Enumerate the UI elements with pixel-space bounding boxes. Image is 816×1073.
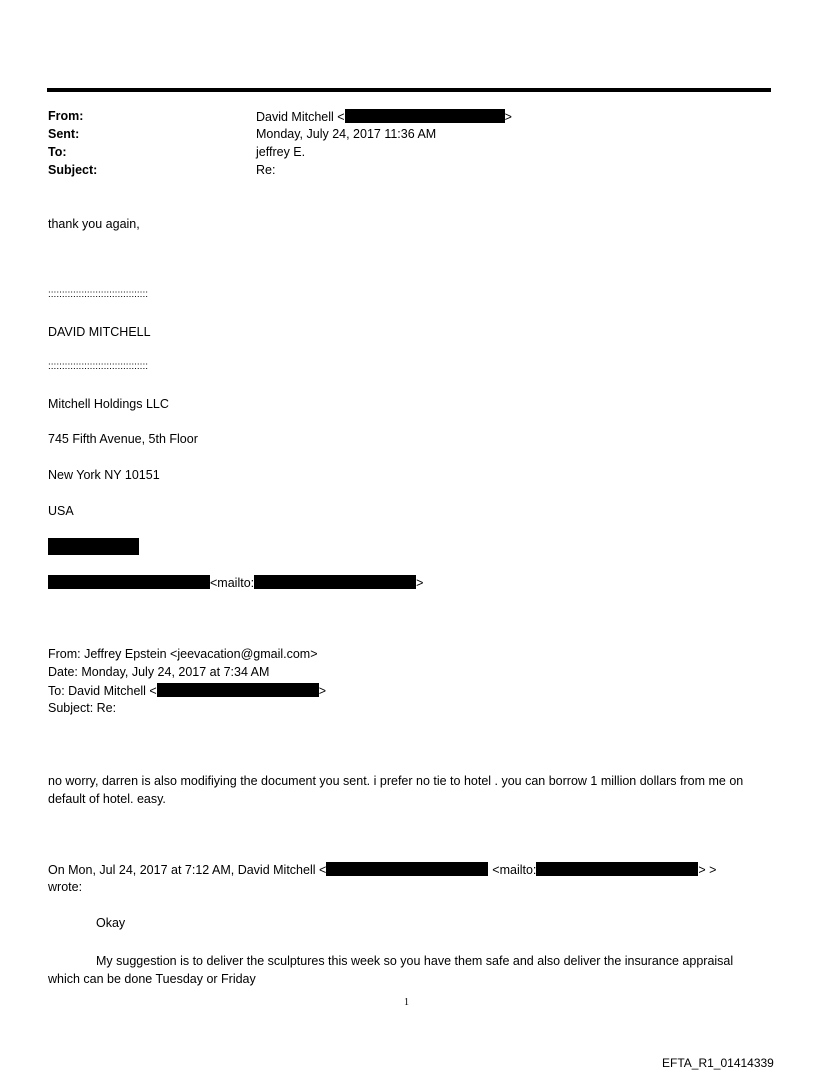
redaction-bar (48, 575, 210, 589)
mailto-close: > (416, 576, 424, 590)
wrote-text: wrote: (48, 880, 83, 894)
sent-label: Sent: (48, 127, 80, 141)
sent-value: Monday, July 24, 2017 11:36 AM (256, 127, 437, 141)
subject-value: Re: (256, 163, 276, 177)
okay-text: Okay (96, 916, 126, 930)
to-value: jeffrey E. (256, 145, 306, 159)
header-rule (47, 88, 771, 92)
quoted-to (48, 683, 326, 698)
mailto-open: <mailto: (210, 576, 255, 590)
quoted-message: no worry, darren is also modifiying the document you sent. i prefer no tie to hotel . you can borrow 1 million dollars from me on default of hotel. easy. (48, 774, 744, 806)
address-line-1: 745 Fifth Avenue, 5th Floor (48, 432, 198, 446)
from-label: From: (48, 109, 84, 123)
redaction-bar (536, 862, 698, 876)
subject-label: Subject: (48, 163, 98, 177)
address-line-2: New York NY 10151 (48, 468, 160, 482)
on-mailto: <mailto: (492, 863, 537, 877)
redaction-bar (345, 109, 505, 123)
from-name: David Mitchell < (256, 110, 345, 124)
on-line-text: On Mon, Jul 24, 2017 at 7:12 AM, David Mitchell < (48, 863, 327, 877)
greeting: thank you again, (48, 217, 140, 231)
page-number: 1 (404, 997, 409, 1008)
quoted-date: Date: Monday, July 24, 2017 at 7:34 AM (48, 665, 270, 679)
mailto-line (48, 575, 423, 590)
redaction-bar (157, 683, 319, 697)
separator-bottom: :::::::::::::::::::::::::::::::::::: (48, 361, 149, 372)
on-wrote-line (48, 862, 716, 877)
quoted-from: From: Jeffrey Epstein <jeevacation@gmail.com> (48, 647, 318, 661)
quoted-to-label: To: David Mitchell < (48, 684, 157, 698)
to-label: To: (48, 145, 67, 159)
quoted-to-close: > (318, 684, 327, 698)
redaction-bar (326, 862, 488, 876)
suggestion-text: My suggestion is to deliver the sculptures this week so you have them safe and also deliver the insurance appraisal which can be done Tuesday or Friday (48, 954, 734, 986)
redaction-bar (48, 538, 139, 555)
country: USA (48, 504, 74, 518)
signature-name: DAVID MITCHELL (48, 325, 151, 339)
separator-top: :::::::::::::::::::::::::::::::::::: (48, 289, 149, 300)
company-name: Mitchell Holdings LLC (48, 397, 169, 411)
on-close: > > (698, 863, 717, 877)
from-close: > (504, 110, 512, 124)
quoted-subject: Subject: Re: (48, 701, 117, 715)
from-value (256, 109, 512, 124)
redaction-bar (254, 575, 416, 589)
bates-number: EFTA_R1_01414339 (662, 1056, 774, 1070)
